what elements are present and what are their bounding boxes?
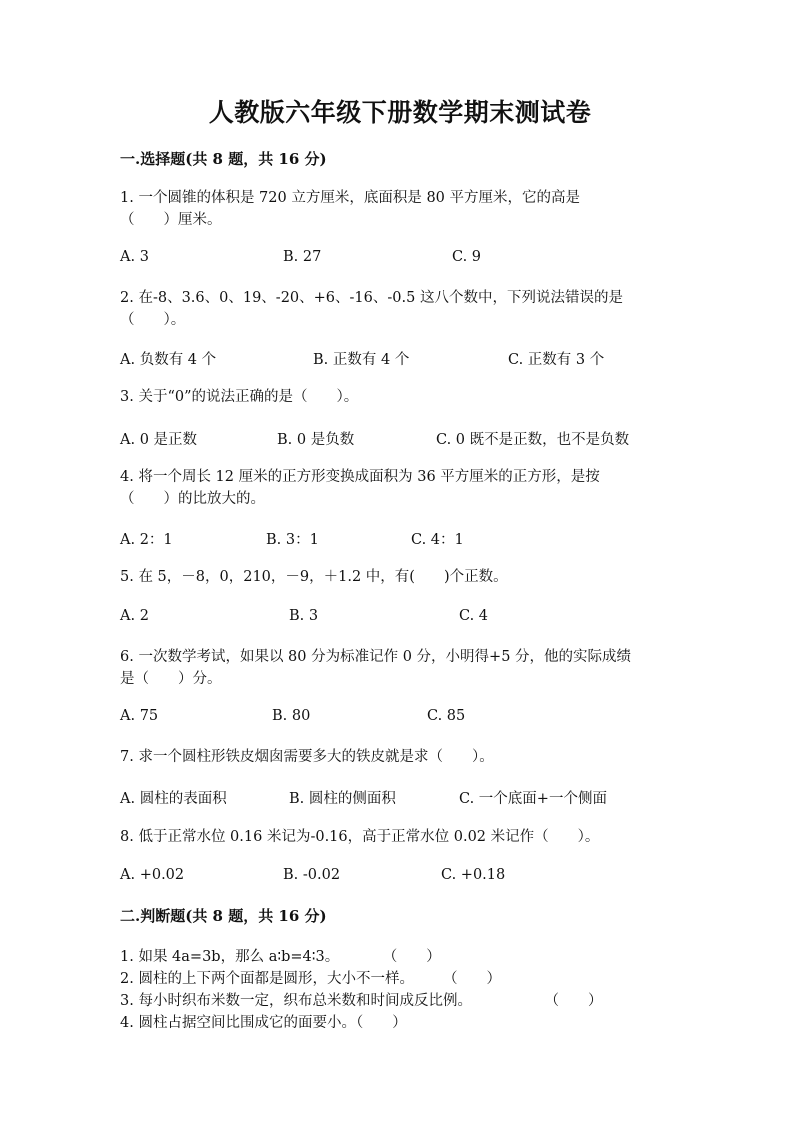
question-4-line1: 4. 将一个周长 12 厘米的正方形变换成面积为 36 平方厘米的正方形，是按 (120, 469, 600, 485)
question-8 (120, 826, 680, 848)
question-1-option-b: B. 27 (283, 249, 322, 265)
section-heading-judge: 二.判断题(共 8 题，共 16 分) (120, 907, 327, 925)
question-2-line1: 2. 在-8、3.6、0、19、-20、+6、-16、-0.5 这八个数中，下列说法错误的是 (120, 290, 623, 306)
question-5-option-b: B. 3 (289, 608, 319, 624)
question-7 (120, 746, 660, 768)
question-5-option-c: C. 4 (459, 608, 489, 624)
question-6 (120, 646, 660, 690)
question-6-option-a: A. 75 (120, 708, 159, 724)
question-3 (120, 386, 660, 408)
question-8-option-a: A. +0.02 (120, 867, 185, 883)
question-6-option-b: B. 80 (272, 708, 311, 724)
question-7-option-a: A. 圆柱的表面积 (120, 791, 227, 807)
question-3-option-c: C. 0 既不是正数，也不是负数 (436, 432, 630, 448)
question-5-line1: 5. 在 5，－8，0，210，－9，＋1.2 中，有( )个正数。 (120, 569, 508, 585)
judge-item-2: 2. 圆柱的上下两个面都是圆形，大小不一样。 （ ） (120, 971, 501, 987)
question-1-option-c: C. 9 (452, 249, 482, 265)
judge-item-1: 1. 如果 4a=3b，那么 a∶b=4∶3。 （ ） (120, 949, 441, 965)
question-6-line2: 是（ ）分。 (120, 671, 222, 687)
judge-item-3: 3. 每小时织布米数一定，织布总米数和时间成反比例。 （ ） (120, 993, 603, 1009)
question-1-line1: 1. 一个圆锥的体积是 720 立方厘米，底面积是 80 平方厘米，它的高是 (120, 190, 581, 206)
section-heading-choice: 一.选择题(共 8 题，共 16 分) (120, 150, 327, 168)
page-title: 人教版六年级下册数学期末测试卷 (208, 98, 592, 127)
question-4-option-c: C. 4：1 (411, 532, 464, 548)
question-4-option-a: A. 2：1 (120, 532, 173, 548)
question-8-option-c: C. +0.18 (441, 867, 506, 883)
question-4-line2: （ ）的比放大的。 (120, 491, 265, 507)
question-2 (120, 287, 660, 331)
question-1-line2: （ ）厘米。 (120, 212, 222, 228)
question-3-option-b: B. 0 是负数 (277, 432, 355, 448)
question-8-line1: 8. 低于正常水位 0.16 米记为-0.16，高于正常水位 0.02 米记作（ ）。 (120, 829, 600, 845)
question-8-option-b: B. -0.02 (283, 867, 341, 883)
question-5-option-a: A. 2 (120, 608, 149, 624)
question-4-option-b: B. 3：1 (266, 532, 319, 548)
judge-item-4: 4. 圆柱占据空间比围成它的面要小。（ ） (120, 1015, 407, 1031)
question-5 (120, 566, 660, 588)
question-7-line1: 7. 求一个圆柱形铁皮烟囱需要多大的铁皮就是求（ ）。 (120, 749, 494, 765)
question-6-option-c: C. 85 (427, 708, 466, 724)
question-2-option-c: C. 正数有 3 个 (508, 352, 605, 368)
question-7-option-c: C. 一个底面+一个侧面 (459, 791, 607, 807)
question-3-line1: 3. 关于“0”的说法正确的是（ ）。 (120, 389, 359, 405)
question-1-option-a: A. 3 (120, 249, 149, 265)
question-1 (120, 187, 660, 231)
question-7-option-b: B. 圆柱的侧面积 (289, 791, 396, 807)
question-2-option-a: A. 负数有 4 个 (120, 352, 217, 368)
question-2-line2: （ ）。 (120, 312, 186, 328)
question-6-line1: 6. 一次数学考试，如果以 80 分为标准记作 0 分，小明得+5 分，他的实际成绩 (120, 649, 632, 665)
question-4 (120, 466, 660, 510)
question-2-option-b: B. 正数有 4 个 (313, 352, 410, 368)
question-3-option-a: A. 0 是正数 (120, 432, 198, 448)
